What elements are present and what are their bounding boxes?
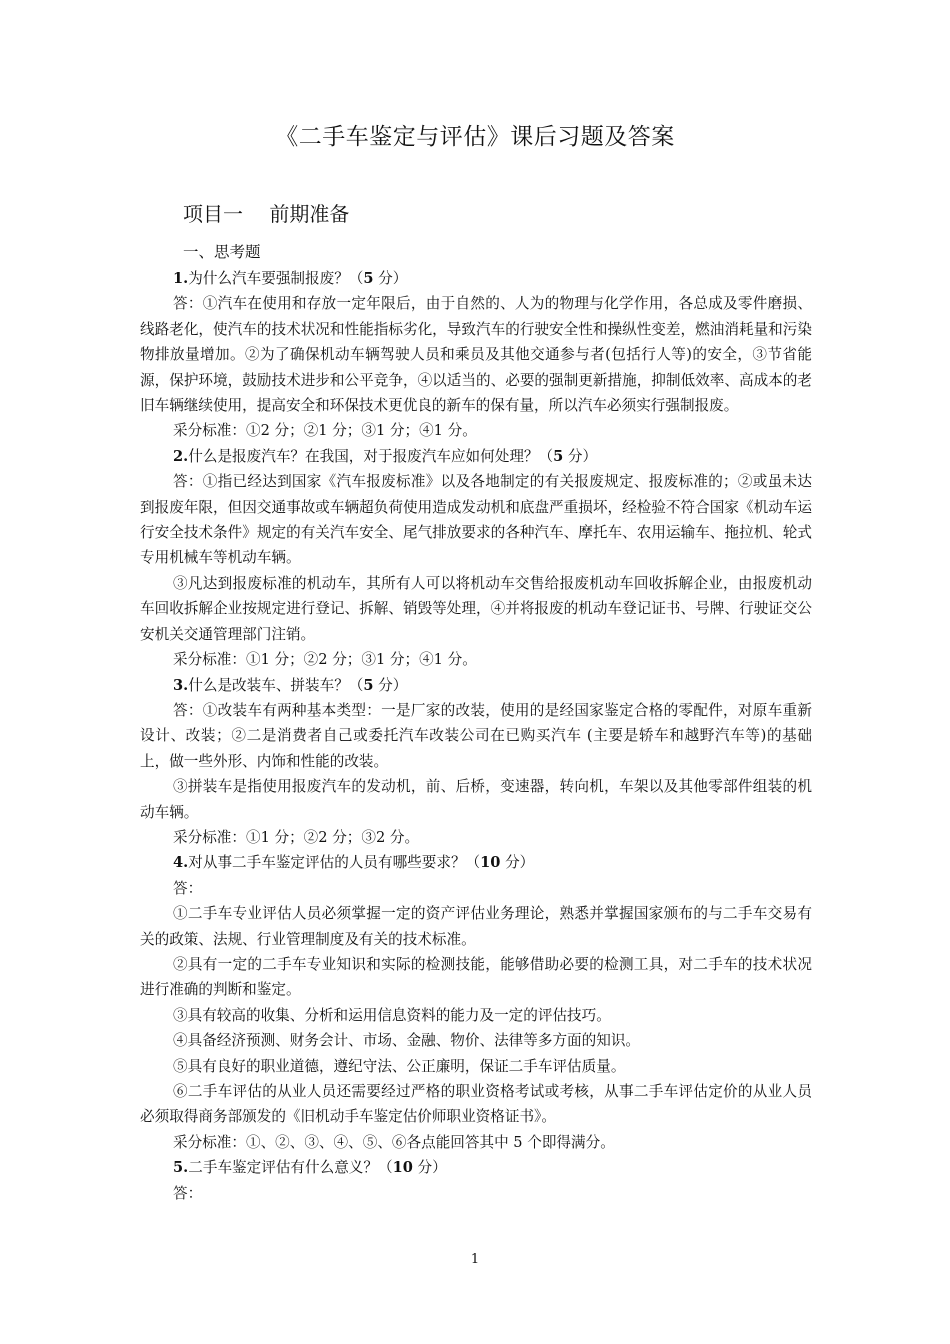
question-text: 对从事二手车鉴定评估的人员有哪些要求？（ — [188, 854, 481, 872]
question-points-suffix: 分） — [373, 676, 408, 694]
question-3-heading — [140, 673, 812, 698]
answer-paragraph: ③具有较高的收集、分析和运用信息资料的能力及一定的评估技巧。 — [173, 1006, 611, 1024]
question-text: 二手车鉴定评估有什么意义？（ — [188, 1159, 393, 1177]
answer-paragraph: ③拼装车是指使用报废汽车的发动机，前、后桥，变速器，转向机，车架以及其他零部件组装的机动车辆。 — [140, 778, 812, 821]
document-title: 《二手车鉴定与评估》课后习题及答案 — [275, 124, 675, 150]
question-2-heading — [140, 444, 812, 469]
answer-label: 答： — [173, 879, 203, 897]
page-number: 1 — [470, 1252, 480, 1267]
question-number: 4. — [173, 854, 189, 872]
question-points: 10 — [480, 854, 501, 872]
question-points-suffix: 分） — [563, 447, 598, 465]
document-body — [140, 266, 812, 1206]
question-1-heading — [140, 266, 812, 291]
question-number: 5. — [173, 1159, 189, 1177]
answer-paragraph: 答：①改装车有两种基本类型：一是厂家的改装，使用的是经国家鉴定合格的零配件，对原车重新设计、改装；②二是消费者自己或委托汽车改装公司在已购买汽车 (主要是轿车和越野汽车等)的基础上，做一些外形、内饰和性能的改装。 — [140, 701, 812, 770]
answer-paragraph: ③凡达到报废标准的机动车，其所有人可以将机动车交售给报废机动车回收拆解企业，由报废机动车回收拆解企业按规定进行登记、拆解、销毁等处理，④并将报废的机动车登记证书、号牌、行驶证交公安机关交通管理部门注销。 — [140, 574, 812, 643]
answer-paragraph: ⑤具有良好的职业道德，遵纪守法、公正廉明，保证二手车评估质量。 — [173, 1057, 626, 1075]
answer-label: 答： — [173, 1184, 203, 1202]
answer-paragraph: ⑥二手车评估的从业人员还需要经过严格的职业资格考试或考核，从事二手车评估定价的从业人员必须取得商务部颁发的《旧机动手车鉴定估价师职业资格证书》。 — [140, 1083, 812, 1126]
question-points: 5 — [363, 270, 374, 287]
question-points: 5 — [363, 676, 374, 694]
question-4-heading — [140, 850, 812, 875]
answer-paragraph: 答：①汽车在使用和存放一定年限后，由于自然的、人为的物理与化学作用，各总成及零件磨损、线路老化，使汽车的技术状况和性能指标劣化，导致汽车的行驶安全性和操纵性变差，燃油消耗量和污染物排放量增加。②为了确保机动车辆驾驶人员和乘员及其他交通参与者(包括行人等)的安全，③节省能源，保护环境，鼓励技术进步和公平竞争，④以适当的、必要的强制更新措施，抑制低效率、高成本的老旧车辆继续使用，提高安全和环保技术更优良的新车的保有量，所以汽车必须实行强制报废。 — [140, 295, 812, 415]
question-text: 什么是报废汽车？在我国，对于报废汽车应如何处理？（ — [188, 447, 554, 465]
question-text: 什么是改装车、拼装车？（ — [188, 676, 364, 694]
scoring-standard: 采分标准：①1 分；②2 分；③1 分；④1 分。 — [173, 651, 477, 669]
scoring-standard: 采分标准：①1 分；②2 分；③2 分。 — [173, 828, 420, 846]
question-5-heading — [140, 1155, 812, 1180]
question-points: 10 — [392, 1159, 413, 1177]
question-number: 1. — [173, 270, 189, 287]
project-heading: 项目一 前期准备 — [183, 202, 350, 226]
question-number: 3. — [173, 676, 189, 694]
section-heading: 一、思考题 — [183, 243, 261, 261]
answer-paragraph: ④具备经济预测、财务会计、市场、金融、物价、法律等多方面的知识。 — [173, 1032, 641, 1050]
question-text: 为什么汽车要强制报废？（ — [188, 270, 364, 287]
answer-paragraph: ①二手车专业评估人员必须掌握一定的资产评估业务理论，熟悉并掌握国家颁布的与二手车交易有关的政策、法规、行业管理制度及有关的技术标准。 — [140, 905, 812, 948]
answer-paragraph: 答：①指已经达到国家《汽车报废标准》以及各地制定的有关报废规定、报废标准的；②或虽未达到报废年限，但因交通事故或车辆超负荷使用造成发动机和底盘严重损坏，经检验不符合国家《机动车运行安全技术条件》规定的有关汽车安全、尾气排放要求的各种汽车、摩托车、农用运输车、拖拉机、轮式专用机械车等机动车辆。 — [140, 473, 812, 567]
question-points-suffix: 分） — [373, 270, 408, 287]
answer-paragraph: ②具有一定的二手车专业知识和实际的检测技能，能够借助必要的检测工具，对二手车的技术状况进行准确的判断和鉴定。 — [140, 955, 812, 999]
scoring-standard: 采分标准：①2 分；②1 分；③1 分；④1 分。 — [173, 422, 477, 440]
question-points: 5 — [553, 447, 564, 465]
scoring-standard: 采分标准：①、②、③、④、⑤、⑥各点能回答其中 5 个即得满分。 — [173, 1133, 615, 1151]
question-points-suffix: 分） — [500, 854, 535, 872]
question-number: 2. — [173, 447, 189, 465]
question-points-suffix: 分） — [412, 1159, 447, 1177]
